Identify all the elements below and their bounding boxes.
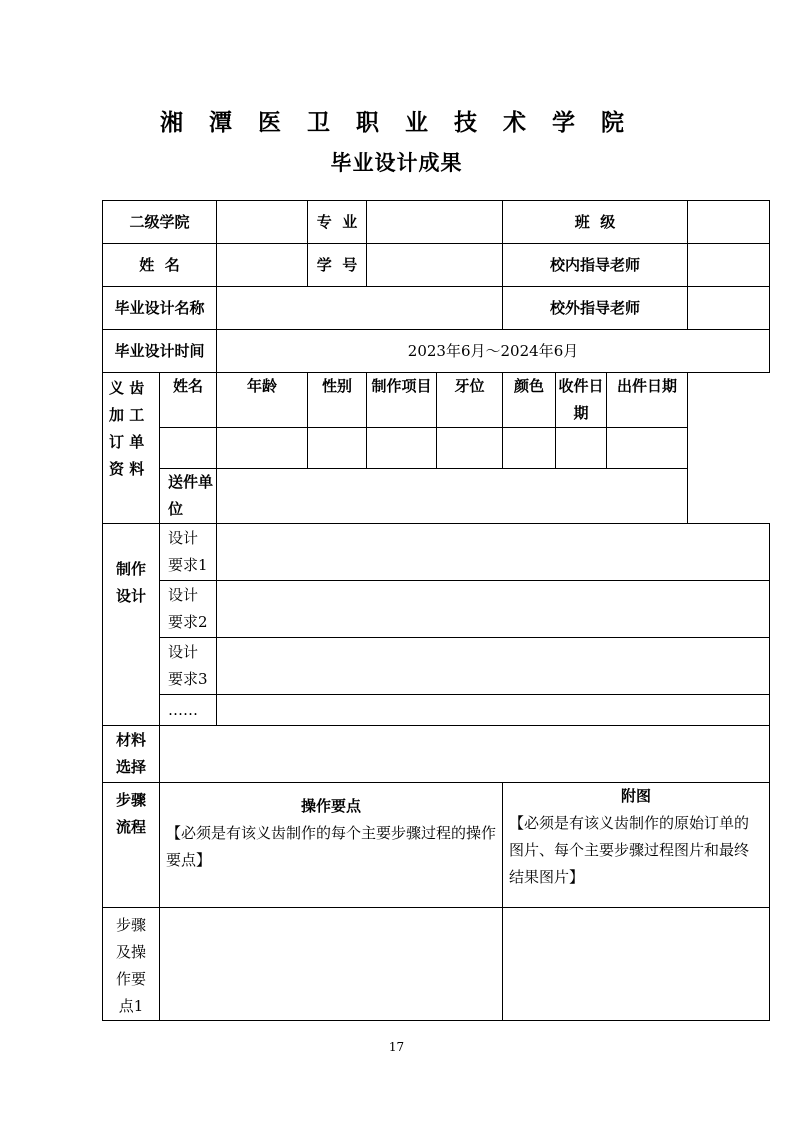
page-number: 17 bbox=[388, 1040, 405, 1054]
info-row-3 bbox=[103, 287, 770, 330]
requirement-label-line: 要求2 bbox=[168, 613, 208, 631]
student-id-value-cell[interactable] bbox=[367, 244, 503, 287]
order-col-age: 年龄 bbox=[217, 373, 308, 428]
time-label: 毕业设计时间 bbox=[103, 330, 217, 373]
name-label: 姓 名 bbox=[103, 244, 217, 287]
sender-label: 送件单位 bbox=[160, 469, 217, 524]
process-label-line: 流程 bbox=[115, 818, 146, 836]
step1-figure-cell[interactable] bbox=[503, 908, 770, 1021]
order-col-name: 姓名 bbox=[160, 373, 217, 428]
step1-label-line: 作要 bbox=[115, 970, 146, 988]
design-section-line: 设计 bbox=[115, 587, 146, 605]
order-col-item: 制作项目 bbox=[367, 373, 437, 428]
school-name: 湘 潭 医 卫 职 业 技 术 学 院 bbox=[159, 110, 634, 136]
order-cell-gender[interactable] bbox=[308, 428, 367, 469]
student-id-label: 学 号 bbox=[308, 244, 367, 287]
material-label-line: 材料 bbox=[115, 731, 146, 749]
order-section-line: 订 单 bbox=[109, 433, 145, 451]
inner-advisor-label: 校内指导老师 bbox=[503, 244, 688, 287]
outer-advisor-label: 校外指导老师 bbox=[503, 287, 688, 330]
order-section-line: 资 料 bbox=[109, 460, 145, 478]
material-value-cell[interactable] bbox=[160, 726, 770, 783]
order-section-label bbox=[103, 373, 160, 524]
requirement-label-line: 设计 bbox=[168, 643, 199, 661]
step1-row bbox=[103, 908, 770, 1021]
info-row-1 bbox=[103, 201, 770, 244]
class-value-cell[interactable] bbox=[688, 201, 770, 244]
step1-ops-cell[interactable] bbox=[160, 908, 503, 1021]
design-section-label bbox=[103, 524, 160, 726]
order-sender-row bbox=[103, 469, 770, 524]
order-col-delivery-date: 出件日期 bbox=[607, 373, 688, 428]
order-cell-tooth-position[interactable] bbox=[437, 428, 503, 469]
sender-value-cell[interactable] bbox=[217, 469, 688, 524]
design-row-1 bbox=[103, 524, 770, 581]
major-value-cell[interactable] bbox=[367, 201, 503, 244]
project-name-label: 毕业设计名称 bbox=[103, 287, 217, 330]
class-label: 班 级 bbox=[503, 201, 688, 244]
design-row-more bbox=[103, 695, 770, 726]
design-section-line: 制作 bbox=[115, 560, 146, 578]
thesis-result-form bbox=[102, 200, 770, 1021]
requirement-label-line: 设计 bbox=[168, 586, 199, 604]
order-cell-age[interactable] bbox=[217, 428, 308, 469]
design-more-label: …… bbox=[160, 695, 217, 726]
step1-label-line: 及操 bbox=[115, 943, 146, 961]
design-requirement-label bbox=[160, 581, 217, 638]
design-requirement-label bbox=[160, 524, 217, 581]
design-requirement-value-cell[interactable] bbox=[217, 581, 770, 638]
order-cell-name[interactable] bbox=[160, 428, 217, 469]
design-row-3 bbox=[103, 638, 770, 695]
design-row-2 bbox=[103, 581, 770, 638]
info-row-4 bbox=[103, 330, 770, 373]
design-requirement-value-cell[interactable] bbox=[217, 638, 770, 695]
ops-title: 操作要点 bbox=[301, 797, 362, 815]
order-cell-delivery-date[interactable] bbox=[607, 428, 688, 469]
project-name-value-cell[interactable] bbox=[217, 287, 503, 330]
figure-note: 【必须是有该义齿制作的原始订单的图片、每个主要步骤过程图片和最终结果图片】 bbox=[509, 814, 750, 886]
document-title: 毕业设计成果 bbox=[330, 151, 463, 175]
order-col-gender: 性别 bbox=[308, 373, 367, 428]
design-requirement-value-cell[interactable] bbox=[217, 524, 770, 581]
order-col-received-date: 收件日期 bbox=[556, 373, 607, 428]
ops-note: 【必须是有该义齿制作的每个主要步骤过程的操作要点】 bbox=[166, 824, 497, 869]
order-section-line: 加 工 bbox=[109, 406, 145, 424]
name-value-cell[interactable] bbox=[217, 244, 308, 287]
order-header-row bbox=[103, 373, 770, 428]
requirement-label-line: 要求3 bbox=[168, 670, 208, 688]
order-section-line: 义 齿 bbox=[109, 379, 145, 397]
order-cell-received-date[interactable] bbox=[556, 428, 607, 469]
process-row bbox=[103, 783, 770, 908]
major-label: 专 业 bbox=[308, 201, 367, 244]
info-row-2 bbox=[103, 244, 770, 287]
order-cell-item[interactable] bbox=[367, 428, 437, 469]
time-value: 2023年6月～2024年6月 bbox=[217, 330, 770, 373]
order-col-color: 颜色 bbox=[503, 373, 556, 428]
material-row bbox=[103, 726, 770, 783]
outer-advisor-value-cell[interactable] bbox=[688, 287, 770, 330]
design-more-value-cell[interactable] bbox=[217, 695, 770, 726]
requirement-label-line: 要求1 bbox=[168, 556, 208, 574]
step1-label bbox=[103, 908, 160, 1021]
material-label-line: 选择 bbox=[115, 758, 146, 776]
ops-cell[interactable] bbox=[160, 783, 503, 908]
order-cell-color[interactable] bbox=[503, 428, 556, 469]
order-col-tooth-position: 牙位 bbox=[437, 373, 503, 428]
figure-title: 附图 bbox=[621, 787, 652, 805]
requirement-label-line: 设计 bbox=[168, 529, 199, 547]
process-label-line: 步骤 bbox=[115, 791, 146, 809]
material-label bbox=[103, 726, 160, 783]
step1-label-line: 点1 bbox=[118, 997, 144, 1015]
college-value-cell[interactable] bbox=[217, 201, 308, 244]
order-data-row bbox=[103, 428, 770, 469]
inner-advisor-value-cell[interactable] bbox=[688, 244, 770, 287]
step1-label-line: 步骤 bbox=[115, 916, 146, 934]
design-requirement-label bbox=[160, 638, 217, 695]
process-label bbox=[103, 783, 160, 908]
college-label: 二级学院 bbox=[103, 201, 217, 244]
figure-cell[interactable] bbox=[503, 783, 770, 908]
